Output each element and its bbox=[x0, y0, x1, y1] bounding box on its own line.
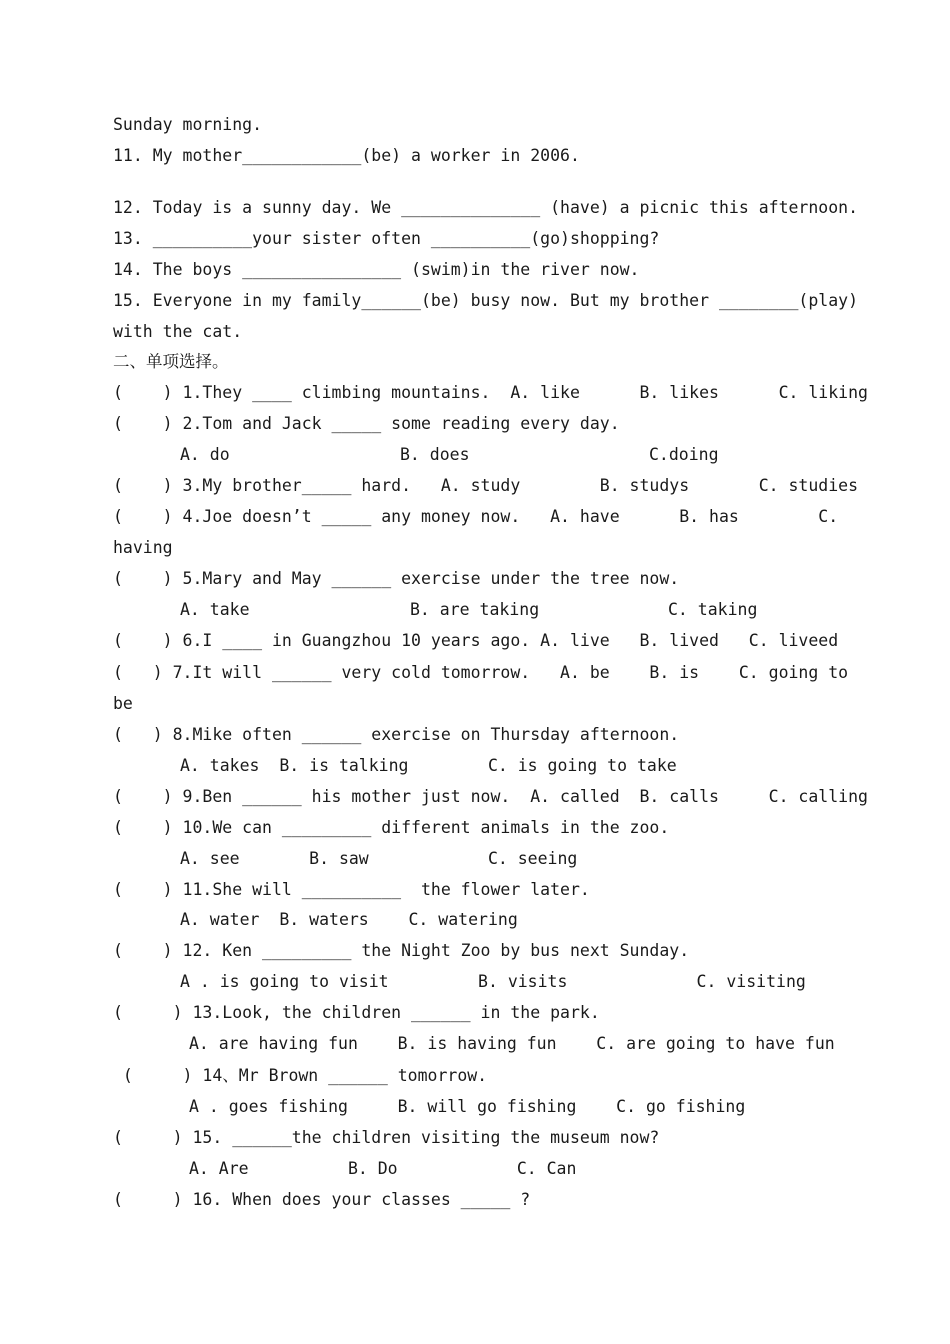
mc-question-5-option-b: B. are taking bbox=[410, 600, 540, 619]
mc-question-10: ( ) 10.We can _________ different animals in the zoo. bbox=[113, 818, 670, 837]
mc-question-1: ( ) 1.They ____ climbing mountains. A. like B. likes C. liking bbox=[113, 383, 868, 402]
fill-in-question-14: 14. The boys ________________ (swim)in the river now. bbox=[113, 260, 640, 279]
mc-question-14-options: A . goes fishing B. will go fishing C. go fishing bbox=[189, 1097, 746, 1116]
fill-in-question-11: 11. My mother____________(be) a worker in 2006. bbox=[113, 146, 580, 165]
mc-question-2-option-a: A. do bbox=[180, 445, 230, 464]
mc-question-5-option-a: A. take bbox=[180, 600, 250, 619]
mc-question-15: ( ) 15. ______the children visiting the museum now? bbox=[113, 1128, 660, 1147]
mc-question-10-options: A. see B. saw C. seeing bbox=[180, 849, 578, 868]
fill-in-question-15-continued: with the cat. bbox=[113, 322, 243, 341]
mc-question-4-continued: having bbox=[113, 538, 173, 557]
mc-question-4: ( ) 4.Joe doesn’t _____ any money now. A. have B. has C. bbox=[113, 507, 839, 526]
mc-question-5-option-c: C. taking bbox=[668, 600, 758, 619]
mc-question-2: ( ) 2.Tom and Jack _____ some reading every day. bbox=[113, 414, 620, 433]
fill-in-question-12: 12. Today is a sunny day. We ______________ (have) a picnic this afternoon. bbox=[113, 198, 859, 217]
mc-question-12-options: A . is going to visit B. visits C. visiting bbox=[180, 972, 806, 991]
mc-question-12: ( ) 12. Ken _________ the Night Zoo by bus next Sunday. bbox=[113, 941, 690, 960]
section-title: 二、单项选择。 bbox=[113, 352, 229, 371]
fill-in-question-15: 15. Everyone in my family______(be) busy now. But my brother ________(play) bbox=[113, 291, 859, 310]
mc-question-13-options: A. are having fun B. is having fun C. are going to have fun bbox=[189, 1034, 835, 1053]
mc-question-5: ( ) 5.Mary and May ______ exercise under the tree now. bbox=[113, 569, 680, 588]
mc-question-7: ( ) 7.It will ______ very cold tomorrow. A. be B. is C. going to bbox=[113, 663, 849, 682]
mc-question-8-options: A. takes B. is talking C. is going to take bbox=[180, 756, 677, 775]
fill-in-line-continued: Sunday morning. bbox=[113, 115, 263, 134]
mc-question-2-option-b: B. does bbox=[400, 445, 470, 464]
mc-question-11: ( ) 11.She will __________ the flower later. bbox=[113, 880, 590, 899]
mc-question-16: ( ) 16. When does your classes _____ ? bbox=[113, 1190, 531, 1209]
mc-question-7-continued: be bbox=[113, 694, 133, 713]
mc-question-14: ( ) 14、Mr Brown ______ tomorrow. bbox=[113, 1066, 488, 1085]
mc-question-3: ( ) 3.My brother_____ hard. A. study B. studys C. studies bbox=[113, 476, 859, 495]
mc-question-11-options: A. water B. waters C. watering bbox=[180, 910, 518, 929]
mc-question-13: ( ) 13.Look, the children ______ in the park. bbox=[113, 1003, 600, 1022]
mc-question-6: ( ) 6.I ____ in Guangzhou 10 years ago. A. live B. lived C. liveed bbox=[113, 631, 839, 650]
mc-question-8: ( ) 8.Mike often ______ exercise on Thursday afternoon. bbox=[113, 725, 680, 744]
fill-in-question-13: 13. __________your sister often __________(go)shopping? bbox=[113, 229, 660, 248]
mc-question-15-options: A. Are B. Do C. Can bbox=[189, 1159, 577, 1178]
mc-question-2-option-c: C.doing bbox=[649, 445, 719, 464]
mc-question-9: ( ) 9.Ben ______ his mother just now. A. called B. calls C. calling bbox=[113, 787, 868, 806]
